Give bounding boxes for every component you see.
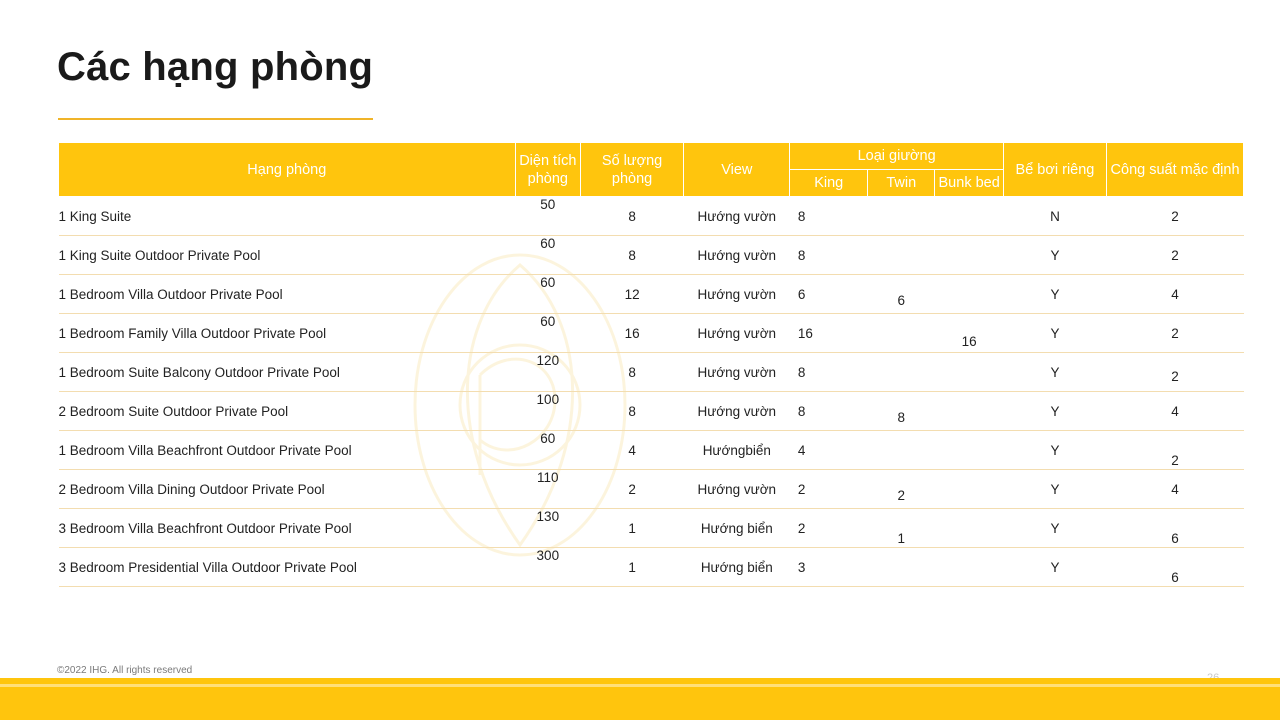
cell-room-type: 1 King Suite Outdoor Private Pool bbox=[59, 236, 516, 275]
cell-bed-bunk-value: 16 bbox=[961, 333, 977, 349]
cell-capacity: 2 bbox=[1107, 197, 1244, 236]
cell-area-value: 130 bbox=[536, 508, 560, 524]
cell-capacity bbox=[1107, 431, 1244, 470]
cell-bed-bunk bbox=[935, 431, 1003, 470]
cell-capacity: 4 bbox=[1107, 275, 1244, 314]
cell-private-pool: N bbox=[1003, 197, 1106, 236]
cell-area bbox=[515, 197, 580, 236]
cell-room-count: 8 bbox=[581, 353, 684, 392]
table-row bbox=[59, 197, 1244, 236]
cell-area-value: 300 bbox=[536, 547, 560, 563]
cell-capacity-value: 2 bbox=[1171, 368, 1179, 384]
header-private-pool: Bể bơi riêng bbox=[1003, 143, 1106, 197]
cell-room-count: 4 bbox=[581, 431, 684, 470]
cell-private-pool: Y bbox=[1003, 236, 1106, 275]
cell-area-value: 60 bbox=[540, 313, 556, 329]
cell-bed-bunk bbox=[935, 392, 1003, 431]
cell-view: Hướngbiển bbox=[684, 431, 790, 470]
cell-capacity: 2 bbox=[1107, 236, 1244, 275]
cell-private-pool: Y bbox=[1003, 431, 1106, 470]
cell-bed-twin-value: 6 bbox=[897, 292, 905, 308]
cell-private-pool: Y bbox=[1003, 548, 1106, 587]
cell-private-pool: Y bbox=[1003, 392, 1106, 431]
cell-view: Hướng vườn bbox=[684, 275, 790, 314]
cell-area bbox=[515, 470, 580, 509]
cell-bed-king: 8 bbox=[790, 197, 868, 236]
cell-bed-twin bbox=[868, 548, 935, 587]
header-bed-group: Loại giường bbox=[790, 143, 1003, 170]
cell-capacity-value: 6 bbox=[1171, 530, 1179, 546]
cell-bed-twin bbox=[868, 314, 935, 353]
cell-bed-twin bbox=[868, 431, 935, 470]
table-row bbox=[59, 431, 1244, 470]
cell-view: Hướng vườn bbox=[684, 392, 790, 431]
cell-view: Hướng vườn bbox=[684, 314, 790, 353]
cell-capacity: 4 bbox=[1107, 470, 1244, 509]
cell-bed-bunk bbox=[935, 509, 1003, 548]
cell-bed-twin bbox=[868, 236, 935, 275]
cell-bed-bunk bbox=[935, 197, 1003, 236]
cell-bed-twin bbox=[868, 470, 935, 509]
table-row bbox=[59, 314, 1244, 353]
copyright-text: ©2022 IHG. All rights reserved bbox=[57, 665, 193, 676]
cell-area bbox=[515, 509, 580, 548]
cell-bed-king: 6 bbox=[790, 275, 868, 314]
cell-area-value: 120 bbox=[536, 352, 560, 368]
cell-room-count: 2 bbox=[581, 470, 684, 509]
cell-view: Hướng vườn bbox=[684, 353, 790, 392]
cell-bed-twin bbox=[868, 509, 935, 548]
cell-room-type: 3 Bedroom Presidential Villa Outdoor Private Pool bbox=[59, 548, 516, 587]
cell-bed-twin-value: 8 bbox=[897, 409, 905, 425]
cell-area bbox=[515, 236, 580, 275]
cell-private-pool: Y bbox=[1003, 470, 1106, 509]
cell-room-type: 2 Bedroom Suite Outdoor Private Pool bbox=[59, 392, 516, 431]
cell-view: Hướng biển bbox=[684, 548, 790, 587]
cell-bed-king: 2 bbox=[790, 470, 868, 509]
cell-capacity bbox=[1107, 353, 1244, 392]
cell-area bbox=[515, 353, 580, 392]
cell-area bbox=[515, 392, 580, 431]
cell-bed-king: 16 bbox=[790, 314, 868, 353]
cell-area bbox=[515, 431, 580, 470]
cell-area-value: 50 bbox=[540, 196, 556, 212]
table-row bbox=[59, 353, 1244, 392]
table-row bbox=[59, 509, 1244, 548]
page-title: Các hạng phòng bbox=[57, 45, 374, 89]
cell-room-count: 8 bbox=[581, 392, 684, 431]
cell-private-pool: Y bbox=[1003, 275, 1106, 314]
table-row bbox=[59, 392, 1244, 431]
cell-private-pool: Y bbox=[1003, 509, 1106, 548]
cell-bed-twin bbox=[868, 275, 935, 314]
cell-capacity bbox=[1107, 548, 1244, 587]
cell-bed-bunk bbox=[935, 275, 1003, 314]
cell-bed-king: 4 bbox=[790, 431, 868, 470]
cell-bed-bunk bbox=[935, 314, 1003, 353]
cell-capacity-value: 2 bbox=[1171, 452, 1179, 468]
cell-bed-bunk bbox=[935, 353, 1003, 392]
header-bed-king: King bbox=[790, 170, 868, 197]
cell-room-type: 1 King Suite bbox=[59, 197, 516, 236]
cell-capacity bbox=[1107, 509, 1244, 548]
cell-bed-king: 8 bbox=[790, 353, 868, 392]
cell-view: Hướng vườn bbox=[684, 236, 790, 275]
header-room-type: Hạng phòng bbox=[59, 143, 516, 197]
cell-capacity: 2 bbox=[1107, 314, 1244, 353]
cell-capacity-value: 6 bbox=[1171, 569, 1179, 585]
title-underline bbox=[58, 118, 373, 120]
cell-area-value: 100 bbox=[536, 391, 560, 407]
cell-area-value: 60 bbox=[540, 235, 556, 251]
cell-room-count: 12 bbox=[581, 275, 684, 314]
cell-private-pool: Y bbox=[1003, 353, 1106, 392]
cell-bed-king: 8 bbox=[790, 392, 868, 431]
cell-bed-twin bbox=[868, 392, 935, 431]
header-bed-twin: Twin bbox=[868, 170, 935, 197]
cell-room-count: 8 bbox=[581, 236, 684, 275]
table-row bbox=[59, 236, 1244, 275]
cell-area bbox=[515, 314, 580, 353]
cell-bed-king: 2 bbox=[790, 509, 868, 548]
cell-room-type: 1 Bedroom Villa Beachfront Outdoor Private Pool bbox=[59, 431, 516, 470]
table-row bbox=[59, 470, 1244, 509]
cell-bed-king: 3 bbox=[790, 548, 868, 587]
room-categories-table-wrap bbox=[58, 142, 1244, 587]
cell-room-type: 1 Bedroom Villa Outdoor Private Pool bbox=[59, 275, 516, 314]
cell-room-count: 1 bbox=[581, 548, 684, 587]
cell-bed-twin bbox=[868, 197, 935, 236]
cell-area bbox=[515, 275, 580, 314]
cell-bed-bunk bbox=[935, 470, 1003, 509]
cell-bed-twin bbox=[868, 353, 935, 392]
header-view: View bbox=[684, 143, 790, 197]
room-categories-table bbox=[58, 142, 1244, 587]
cell-bed-king: 8 bbox=[790, 236, 868, 275]
cell-view: Hướng vườn bbox=[684, 197, 790, 236]
table-row bbox=[59, 275, 1244, 314]
footer-bar bbox=[0, 678, 1280, 720]
cell-area-value: 60 bbox=[540, 430, 556, 446]
cell-room-count: 16 bbox=[581, 314, 684, 353]
cell-room-count: 8 bbox=[581, 197, 684, 236]
cell-bed-twin-value: 1 bbox=[897, 530, 905, 546]
header-room-count: Số lượng phòng bbox=[581, 143, 684, 197]
cell-area bbox=[515, 548, 580, 587]
cell-bed-twin-value: 2 bbox=[897, 487, 905, 503]
table-header-row-1 bbox=[59, 143, 1244, 170]
cell-area-value: 110 bbox=[537, 469, 559, 485]
cell-capacity: 4 bbox=[1107, 392, 1244, 431]
header-bed-bunk: Bunk bed bbox=[935, 170, 1003, 197]
cell-bed-bunk bbox=[935, 236, 1003, 275]
cell-room-type: 1 Bedroom Family Villa Outdoor Private Pool bbox=[59, 314, 516, 353]
cell-room-type: 3 Bedroom Villa Beachfront Outdoor Private Pool bbox=[59, 509, 516, 548]
header-area: Diện tích phòng bbox=[515, 143, 580, 197]
table-row bbox=[59, 548, 1244, 587]
cell-private-pool: Y bbox=[1003, 314, 1106, 353]
cell-room-count: 1 bbox=[581, 509, 684, 548]
cell-view: Hướng biển bbox=[684, 509, 790, 548]
header-default-capacity: Công suất mặc định bbox=[1107, 143, 1244, 197]
table-body bbox=[59, 197, 1244, 587]
cell-room-type: 1 Bedroom Suite Balcony Outdoor Private Pool bbox=[59, 353, 516, 392]
cell-view: Hướng vườn bbox=[684, 470, 790, 509]
cell-bed-bunk bbox=[935, 548, 1003, 587]
cell-room-type: 2 Bedroom Villa Dining Outdoor Private Pool bbox=[59, 470, 516, 509]
cell-area-value: 60 bbox=[540, 274, 556, 290]
